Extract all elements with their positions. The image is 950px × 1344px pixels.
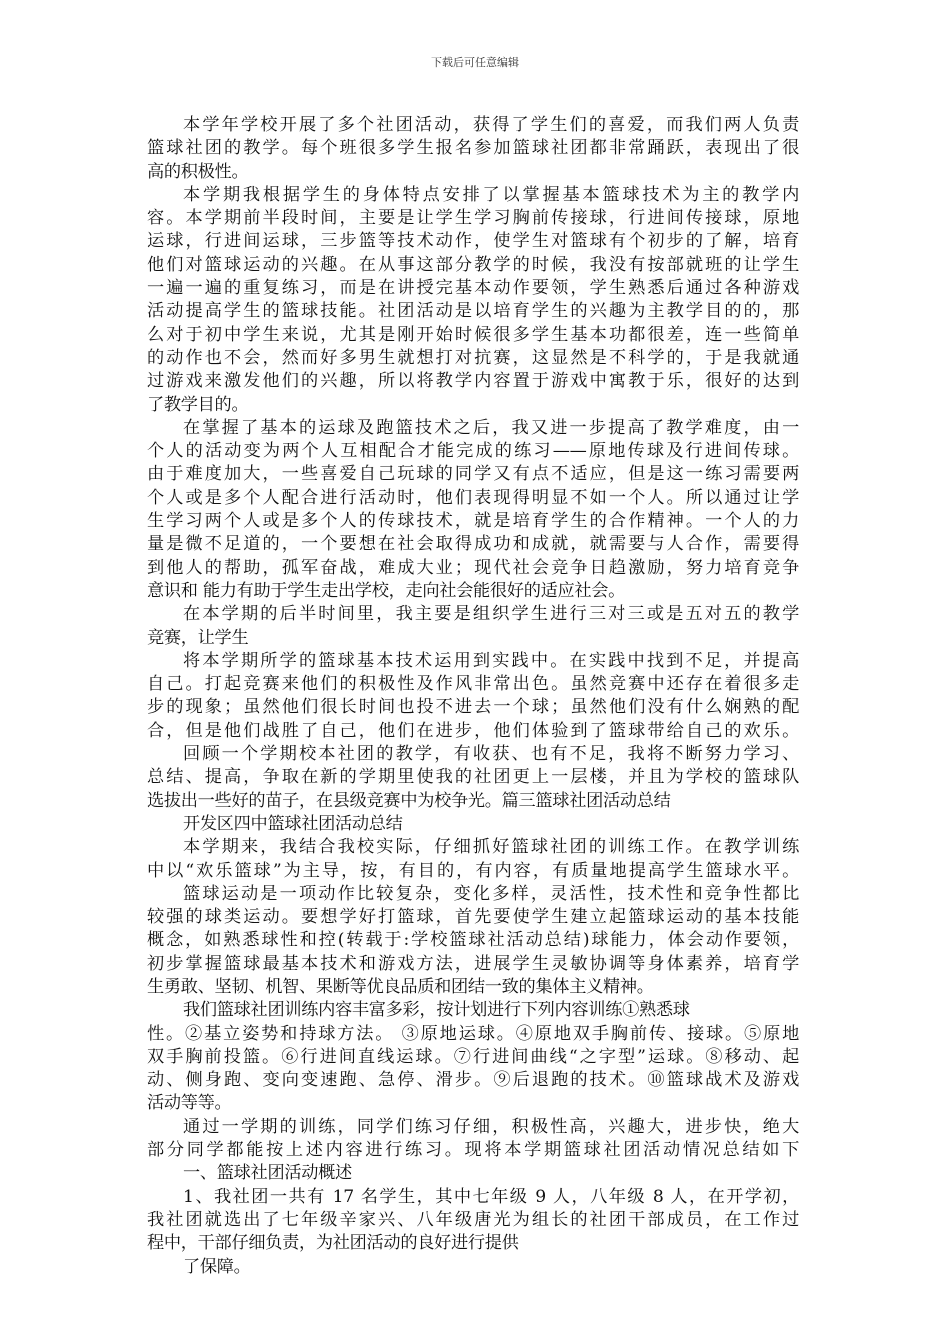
text-line: 篮球社团的教学。每个班很多学生报名参加篮球社团都非常踊跃，表现出了很 — [147, 138, 799, 159]
text-line: 较强的球类运动。要想学好打篮球，首先要使学生建立起篮球运动的基本技能 — [147, 907, 799, 928]
text-line: 活动提高学生的篮球技能。社团活动是以培育学生的兴趣为主教学目的的，那 — [147, 301, 799, 322]
document-body — [147, 114, 799, 1279]
text-line: 开发区四中篮球社团活动总结 — [183, 813, 403, 834]
text-line: 个人的活动变为两个人互相配合才能完成的练习——原地传球及行进间传球。 — [147, 441, 799, 462]
text-line: 选拔出一些好的苗子，在县级竞赛中为校争光。篇三篮球社团活动总结 — [147, 790, 671, 811]
text-line: 由于难度加大，一些喜爱自己玩球的同学又有点不适应，但是这一练习需要两 — [147, 464, 799, 485]
text-line: 意识和 能力有助于学生走出学校，走向社会能很好的适应社会。 — [147, 580, 626, 601]
text-line: 过游戏来激发他们的兴趣，所以将教学内容置于游戏中寓教于乐，很好的达到 — [147, 371, 799, 392]
text-line: 一、篮球社团活动概述 — [183, 1163, 352, 1184]
text-line: 的动作也不会，然而好多男生就想打对抗赛，这显然是不科学的，于是我就通 — [147, 347, 799, 368]
text-line: 高的积极性。 — [147, 161, 249, 182]
text-line: 将本学期所学的篮球基本技术运用到实践中。在实践中找到不足，并提高 — [183, 650, 799, 671]
text-line: 到他人的帮助，孤军奋战，难成大业；现代社会竞争日趋激励，努力培育竞争 — [147, 557, 799, 578]
text-line: 自己。打起竞赛来他们的积极性及作风非常出色。虽然竞赛中还存在着很多走 — [147, 674, 799, 695]
text-line: 本学年学校开展了多个社团活动，获得了学生们的喜爱，而我们两人负责 — [183, 115, 799, 135]
text-line: 概念，如熟悉球性和控(转载于:学校篮球社活动总结)球能力，体会动作要领， — [147, 930, 799, 951]
text-line: 活动等等。 — [147, 1093, 232, 1114]
text-line: 了教学目的。 — [147, 394, 249, 415]
text-line: 竞赛，让学生 — [147, 627, 249, 648]
text-line: 通过一学期的训练，同学们练习仔细，积极性高，兴趣大，进步快，绝大 — [183, 1116, 799, 1137]
text-line: 我们篮球社团训练内容丰富多彩，按计划进行下列内容训练①熟悉球 — [183, 1000, 690, 1021]
text-line: 量是微不足道的，一个要想在社会取得成功和成就，就需要与人合作，需要得 — [147, 534, 799, 555]
text-line: 部分同学都能按上述内容进行练习。现将本学期篮球社团活动情况总结如下 — [147, 1140, 799, 1161]
text-line: 性。②基立姿势和持球方法。 ③原地运球。④原地双手胸前传、接球。⑤原地 — [147, 1023, 799, 1044]
text-line: 篮球运动是一项动作比较复杂，变化多样，灵活性，技术性和竞争性都比 — [183, 883, 799, 904]
text-line: 容。本学期前半段时间，主要是让学生学习胸前传接球，行进间传接球，原地 — [147, 208, 799, 229]
text-line: 合，但是他们战胜了自己，他们在进步，他们体验到了篮球带给自己的欢乐。 — [147, 720, 799, 741]
text-line: 生勇敢、坚韧、机智、果断等优良品质和团结一致的集体主义精神。 — [147, 976, 654, 997]
text-line: 本学期我根据学生的身体特点安排了以掌握基本篮球技术为主的教学内 — [183, 184, 799, 205]
text-line: 本学期来，我结合我校实际，仔细抓好篮球社团的训练工作。在教学训练 — [183, 837, 799, 858]
text-line: 初步掌握篮球最基本技术和游戏方法，进展学生灵敏协调等身体素养，培育学 — [147, 953, 799, 974]
text-line: 双手胸前投篮。⑥行进间直线运球。⑦行进间曲线“之字型”运球。⑧移动、起 — [147, 1046, 799, 1067]
page-header: 下载后可任意编辑 — [431, 56, 519, 69]
text-line: 1、我社团一共有 17 名学生，其中七年级 9 人，八年级 8 人，在开学初， — [183, 1186, 799, 1207]
text-line: 一遍一遍的重复练习，而是在讲授完基本动作要领，学生熟悉后通过各种游戏 — [147, 278, 799, 299]
text-line: 运球，行进间运球，三步篮等技术动作，使学生对篮球有个初步的了解，培育 — [147, 231, 799, 252]
text-line: 他们对篮球运动的兴趣。在从事这部分教学的时候，我没有按部就班的让学生 — [147, 254, 799, 275]
text-line: 中以“欢乐篮球”为主导，按，有目的，有内容，有质量地提高学生篮球水平。 — [147, 860, 799, 881]
text-line: 么对于初中学生来说，尤其是刚开始时候很多学生基本功都很差，连一些简单 — [147, 324, 799, 345]
text-line: 动、侧身跑、变向变速跑、急停、滑步。⑨后退跑的技术。⑩篮球战术及游戏 — [147, 1070, 799, 1091]
text-line: 生学习两个人或是多个人的传球技术，就是培育学生的合作精神。一个人的力 — [147, 511, 799, 532]
text-line: 步的现象；虽然他们很长时间也投不进去一个球；虽然他们没有什么娴熟的配 — [147, 697, 799, 718]
text-line: 回顾一个学期校本社团的教学，有收获、也有不足，我将不断努力学习、 — [183, 744, 799, 765]
text-line: 个人或是多个人配合进行活动时，他们表现得明显不如一个人。所以通过让学 — [147, 487, 799, 508]
text-line: 在掌握了基本的运球及跑篮技术之后，我又进一步提高了教学难度，由一 — [183, 417, 799, 438]
text-line: 了保障。 — [183, 1256, 251, 1277]
text-line: 我社团就选出了七年级辛家兴、八年级唐光为组长的社团干部成员，在工作过 — [147, 1209, 799, 1230]
text-line: 总结、提高，争取在新的学期里使我的社团更上一层楼，并且为学校的篮球队 — [147, 767, 799, 788]
text-line: 程中，干部仔细负责，为社团活动的良好进行提供 — [147, 1233, 519, 1254]
text-line: 在本学期的后半时间里，我主要是组织学生进行三对三或是五对五的教学 — [183, 604, 799, 625]
